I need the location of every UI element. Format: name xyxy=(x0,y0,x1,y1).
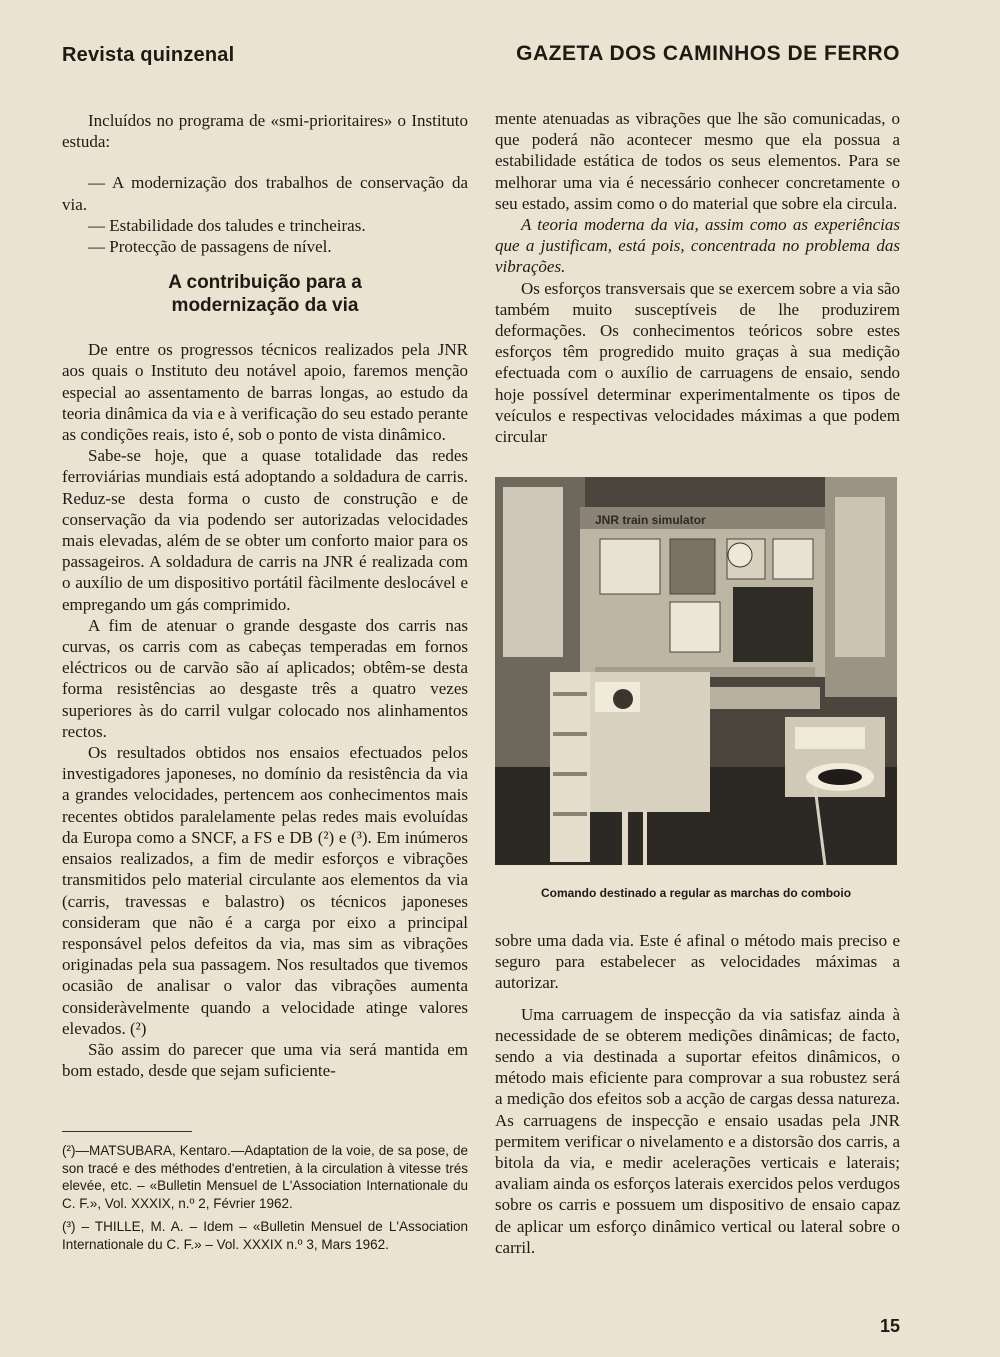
footnote: (²)—MATSUBARA, Kentaro.—Adaptation de la voie, de sa pose, de son tracé e des méthodes d'entretien, à la circulation à vitesse trés elevée, etc. – «Bulletin Mensuel de L'Association Internationale du C. F.», Vol. XXXIX, n.º 2, Février 1962. xyxy=(62,1143,468,1211)
list-item: — A modernização dos trabalhos de conservação da via. xyxy=(62,173,468,214)
body-paragraph-italic: A teoria moderna da via, assim como as experiências que a justificam, está pois, concentrada no problema das vibrações. xyxy=(495,215,900,277)
section-heading-line: A contribuição para a xyxy=(168,272,362,294)
body-paragraph: Uma carruagem de inspecção da via satisfaz ainda à necessidade de se obterem medições dinâmicas; de facto, sendo a via destinada a suportar efeitos dinâmicos, o método mais eficiente para comprovar a sua robustez será a medição dos efeitos sob a acção de cargas dessa natureza. As carruagens de inspecção e ensaio usadas pela JNR permitem verificar o nivelamento e a distorsão dos carris, a bitola da via, e medir acelerações verticais e laterais; avaliam ainda os esforços laterais exercidos pelos verdugos sobre os carris e possuem um dispositivo de ensaio capaz de aplicar um esforço dinâmico vertical ou lateral sobre o carril. xyxy=(495,1004,900,1257)
list-item: — Estabilidade dos taludes e trincheiras. xyxy=(88,215,366,235)
body-paragraph: De entre os progressos técnicos realizados pela JNR aos quais o Instituto deu notável apoio, faremos menção especial ao assentamento de barras longas, ao estudo da teoria dinâmica da via e à verificação do seu estado perante as condições reais, isto é, sob o ponto de vista dinâmico. xyxy=(62,340,468,445)
footnotes xyxy=(62,1142,468,1259)
section-heading xyxy=(62,271,468,317)
body-paragraph: Os resultados obtidos nos ensaios efectuados pelos investigadores japoneses, no domínio da resistência da via a grandes velocidades, pertencem aos conhecimentos mais recentes obtidos paralelamente pelas redes mais evoluídas da Europa como a SNCF, a FS e DB (²) e (³). Em inúmeros ensaios realizados, a fim de medir esforços e vibrações transmitidos pelo material circulante aos elementos da via (carris, travessas e balastro) os técnicos japoneses consideram que não é a carga por eixo a principal responsável pelos defeitos da via, mas sim as vibrações originadas pela sua passagem. Nos resultados que tivemos ocasião de analisar o valor das vibrações aumenta consideràvelmente quando a velocidade atinge valores elevados. (²) xyxy=(62,743,468,1038)
body-paragraph: Sabe-se hoje, que a quase totalidade das redes ferroviárias mundiais está adoptando a soldadura de carris. Reduz-se desta forma o custo de construção e de conservação da via podendo ser autorizadas velocidades mais elevadas, além de se obter um conforto maior para os passageiros. A soldadura de carris na JNR é realizada com o auxílio de um dispositivo portátil fàcilmente deslocável e empregando um gás comprimido. xyxy=(62,446,468,614)
right-column-top xyxy=(495,108,900,447)
left-column xyxy=(62,110,468,1081)
running-header-left: Revista quinzenal xyxy=(62,44,235,66)
right-column-bottom xyxy=(495,930,900,1258)
body-paragraph: mente atenuadas as vibrações que lhe são comunicadas, o que poderá não acontecer mesmo que ela possua a estabilidade estática de todos os seus elementos. Para se melhorar uma via é necessário conhecer concretamente o seu estado, assim como o do material que sobre ela circula. xyxy=(495,109,900,213)
section-heading-line: modernização da via xyxy=(171,295,359,317)
footnote-rule xyxy=(62,1131,192,1132)
list-item: — Protecção de passagens de nível. xyxy=(88,237,332,257)
intro-paragraph: Incluídos no programa de «smi-prioritaires» o Instituto estuda: xyxy=(62,111,468,152)
body-paragraph: A fim de atenuar o grande desgaste dos carris nas curvas, os carris com as cabeças temperadas em fornos eléctricos ou de carvão são aí aplicados; obtêm-se desta forma resistências ao desgaste três a quatro vezes superiores às do carril vulgar colocado nos alinhamentos rectos. xyxy=(62,615,468,741)
console-panel-label: JNR train simulator xyxy=(595,513,706,527)
body-paragraph: Os esforços transversais que se exercem sobre a via são também muito susceptíveis de lhe produzirem deformações. Os conhecimentos teóricos sobre estes esforços têm progredido muito graças à sua medição efectuada com o auxílio de carruagens de ensaio, sendo hoje possível determinar experimentalmente os tipos de veículos e respectivas velocidades máximas a que podem circular xyxy=(495,278,900,447)
page-number: 15 xyxy=(879,1316,900,1336)
photo-train-simulator-console xyxy=(495,477,897,865)
body-paragraph: sobre uma dada via. Este é afinal o método mais preciso e seguro para estabelecer as velocidades máximas a autorizar. xyxy=(495,931,900,993)
running-header-title: GAZETA DOS CAMINHOS DE FERRO xyxy=(516,42,900,65)
body-paragraph: São assim do parecer que uma via será mantida em bom estado, desde que sejam suficiente- xyxy=(62,1039,468,1081)
figure-caption: Comando destinado a regular as marchas do comboio xyxy=(540,886,852,900)
footnote: (³) – THILLE, M. A. – Idem – «Bulletin Mensuel de L'Association Internationale du C. F.» – Vol. XXXIX n.º 3, Mars 1962. xyxy=(62,1219,468,1252)
